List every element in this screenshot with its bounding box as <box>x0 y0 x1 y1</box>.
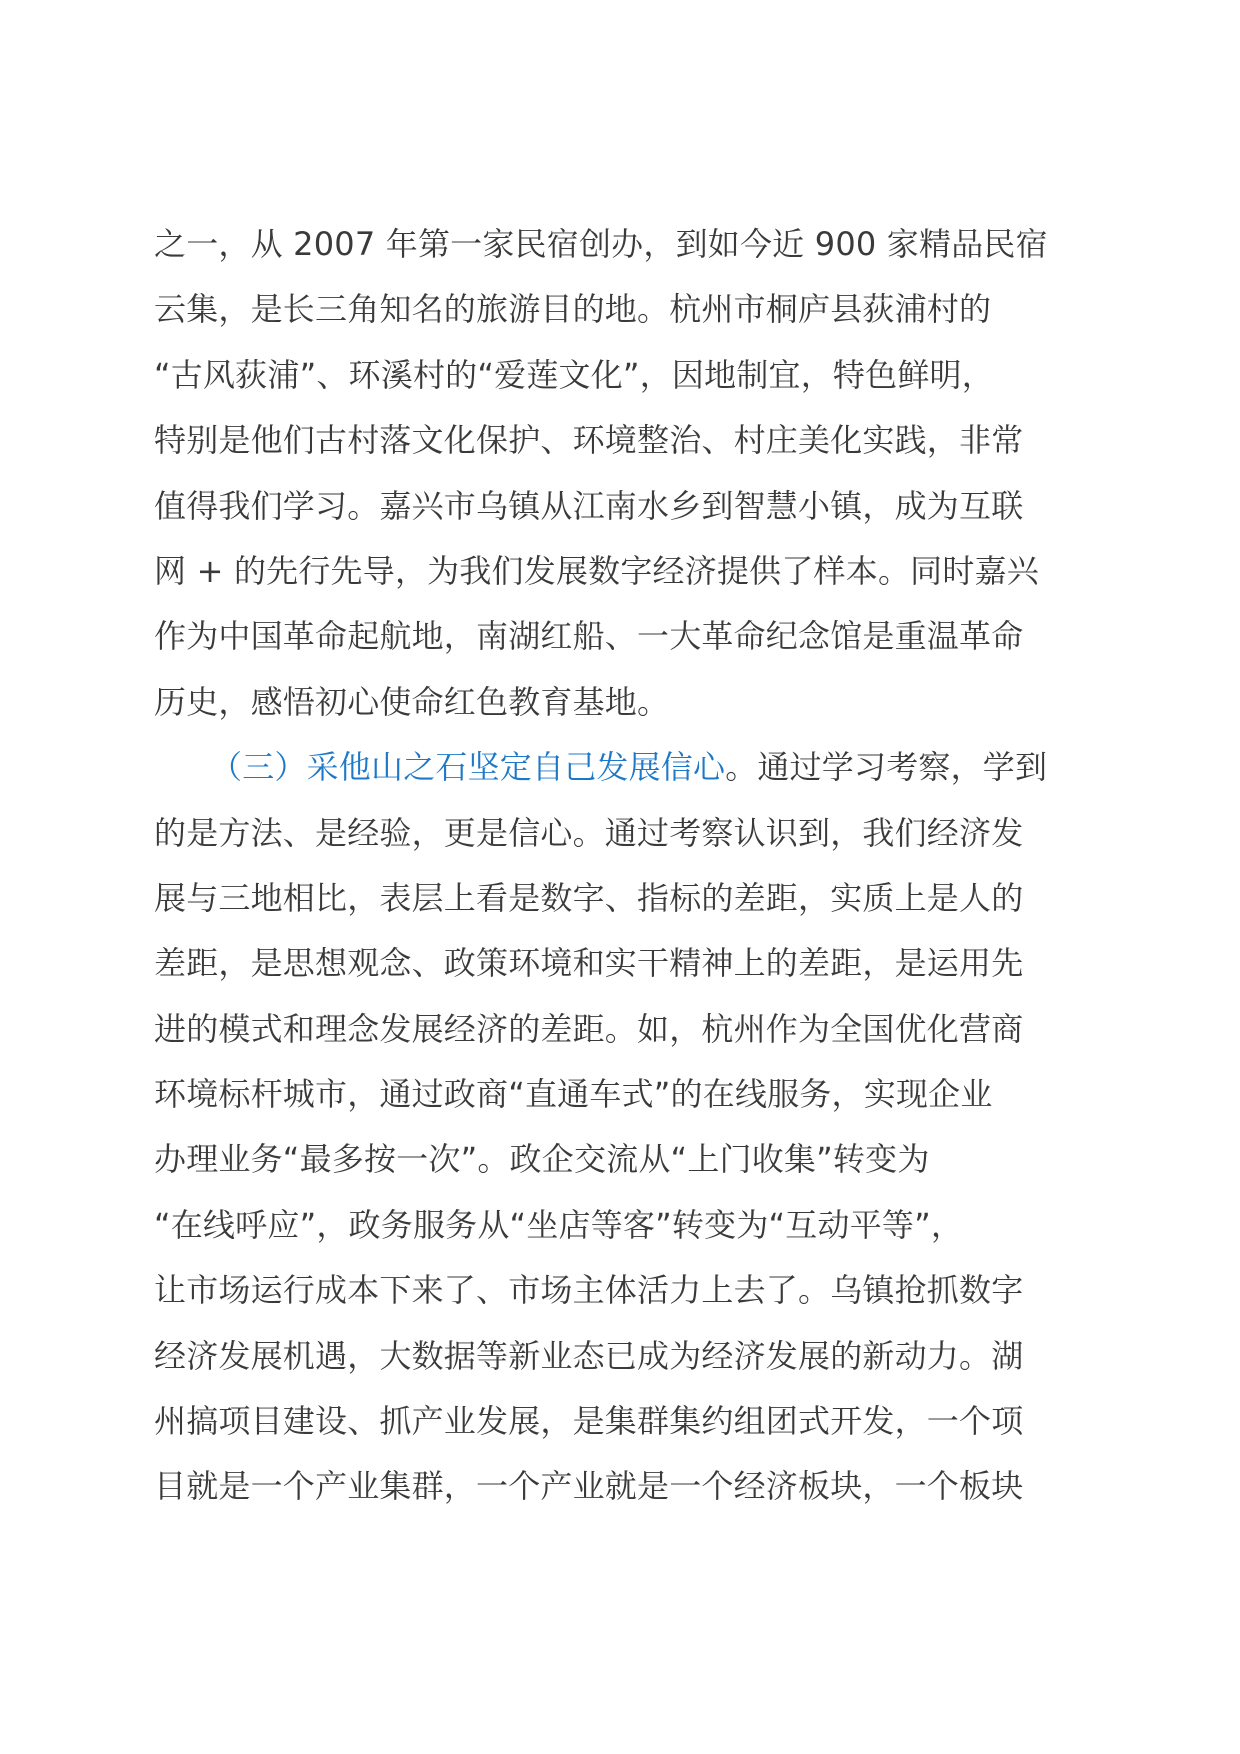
text-line: “在线呼应”，政务服务从“坐店等客”转变为“互动平等”， <box>154 1205 964 1244</box>
text-line: 展与三地相比，表层上看是数字、指标的差距，实质上是人的 <box>154 878 1024 917</box>
text-line: 办理业务“最多按一次”。政企交流从“上门收集”转变为 <box>154 1140 930 1179</box>
paragraph-1 <box>154 212 1084 735</box>
text-line: 进的模式和理念发展经济的差距。如，杭州作为全国优化营商 <box>154 1009 1024 1048</box>
paragraph-2 <box>154 735 1084 1520</box>
text-line: 网 + 的先行先导，为我们发展数字经济提供了样本。同时嘉兴 <box>154 551 1039 590</box>
body-text <box>154 212 1084 1520</box>
text-line: 特别是他们古村落文化保护、环境整治、村庄美化实践，非常 <box>154 421 1024 460</box>
heading-line-rest: 。通过学习考察，学到 <box>725 748 1048 787</box>
text-line: 目就是一个产业集群，一个产业就是一个经济板块，一个板块 <box>154 1467 1024 1506</box>
text-line: 的是方法、是经验，更是信心。通过考察认识到，我们经济发 <box>154 813 1024 852</box>
text-line: 州搞项目建设、抓产业发展，是集群集约组团式开发，一个项 <box>154 1402 1024 1441</box>
text-line: 云集，是长三角知名的旅游目的地。杭州市桐庐县荻浦村的 <box>154 290 992 329</box>
text-line: 差距，是思想观念、政策环境和实干精神上的差距，是运用先 <box>154 944 1024 983</box>
text-line: 经济发展机遇，大数据等新业态已成为经济发展的新动力。湖 <box>154 1336 1024 1375</box>
text-line: 让市场运行成本下来了、市场主体活力上去了。乌镇抢抓数字 <box>154 1271 1024 1310</box>
text-line: “古风荻浦”、环溪村的“爱莲文化”，因地制宜，特色鲜明， <box>154 355 994 394</box>
section-heading: （三）采他山之石坚定自己发展信心 <box>210 748 726 787</box>
text-line: 环境标杆城市，通过政商“直通车式”的在线服务，实现企业 <box>154 1075 993 1114</box>
text-line-first <box>154 735 1084 800</box>
text-line: 作为中国革命起航地，南湖红船、一大革命纪念馆是重温革命 <box>154 617 1024 656</box>
text-line: 之一，从 2007 年第一家民宿创办，到如今近 900 家精品民宿 <box>154 225 1048 263</box>
text-line: 历史，感悟初心使命红色教育基地。 <box>154 682 670 721</box>
text-line: 值得我们学习。嘉兴市乌镇从江南水乡到智慧小镇，成为互联 <box>154 486 1024 525</box>
